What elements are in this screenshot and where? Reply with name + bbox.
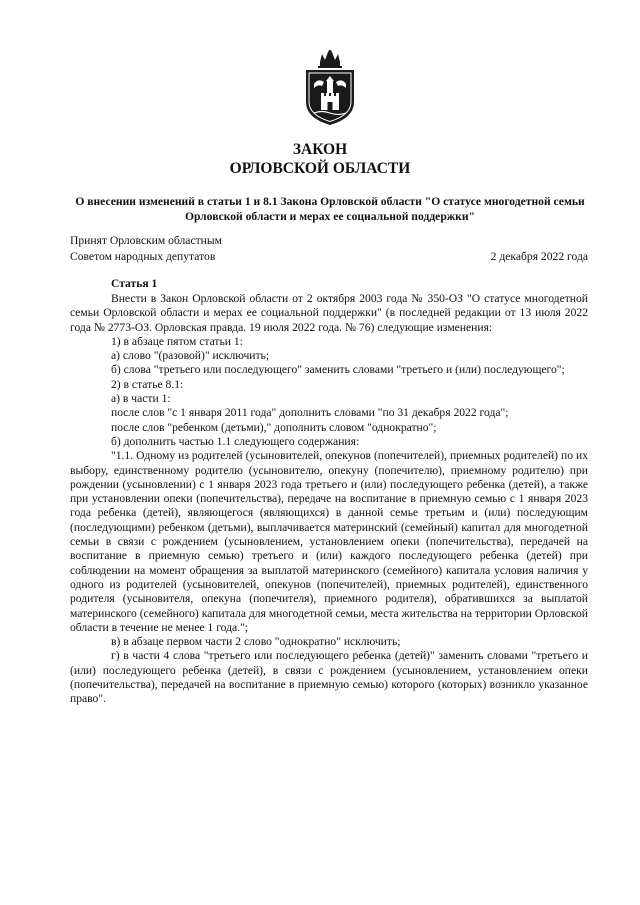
adoption-body — [70, 233, 222, 264]
paragraph: б) дополнить частью 1.1 следующего содержания: — [111, 434, 360, 448]
paragraph: а) слово "(разовой)" исключить; — [111, 349, 270, 363]
coat-of-arms — [300, 50, 360, 126]
law-subtitle: О внесении изменений в статьи 1 и 8.1 Закона Орловской области "О статусе многодетной семьи Орловской области и мерах ее социальной поддержки" — [75, 195, 585, 223]
paragraph: г) в части 4 слова "третьего или последующего ребенка (детей)" заменить словами "третьего и (или) последующего ребенка (детей), в связи с рождением (усыновлением, установлением опеки (попечительства), передачей на воспитание в приемную семью) которого (которых) возникло указанное право". — [70, 649, 588, 706]
paragraph: б) слова "третьего или последующего" заменить словами "третьего и (или) последующего"; — [111, 363, 565, 377]
paragraph: после слов "с 1 января 2011 года" дополнить словами "по 31 декабря 2022 года"; — [111, 406, 509, 420]
adoption-line-2: Советом народных депутатов — [70, 249, 216, 263]
paragraph: после слов "ребенком (детьми)," дополнить словом "однократно"; — [111, 420, 437, 434]
article-heading: Статья 1 — [111, 277, 158, 290]
paragraph: в) в абзаце первом части 2 слово "однократно" исключить; — [111, 635, 401, 649]
paragraph: Внести в Закон Орловской области от 2 октября 2003 года № 350-ОЗ "О статусе многодетной семьи Орловской области и мерах ее социальной поддержки" (в последней редакции от 13 июля 2022 года № 2773-ОЗ. Орловская правда. 19 июля 2022 года. № 76) следующие изменения: — [70, 292, 588, 334]
article-body — [70, 292, 588, 707]
document-type-title: ЗАКОН — [292, 141, 348, 158]
paragraph: а) в части 1: — [111, 392, 171, 406]
paragraph: 1) в абзаце пятом статьи 1: — [111, 334, 243, 348]
region-title: ОРЛОВСКОЙ ОБЛАСТИ — [229, 160, 411, 177]
adoption-date: 2 декабря 2022 года — [490, 250, 588, 263]
orel-oblast-coat-of-arms-icon — [300, 50, 360, 126]
paragraph: 2) в статье 8.1: — [111, 377, 184, 391]
adoption-line-1: Принят Орловским областным — [70, 234, 222, 247]
paragraph-quoted-part-1-1: "1.1. Одному из родителей (усыновителей, опекунов (попечителей), приемных родителей) по их выбору, единственному родителю (усыновителю, опекуну (попечителю), приемному родителю) при рождении (усыновлении) с 1 января 2023 года третьего и (или) последующего ребенка (детей), а также при установлении опеки (попечительства), передаче на воспитание в приемную семью с 1 января 2023 года ребенка (детей), являющегося (являющихся) в данной семье третьим и (или) последующим (последующими) ребенком (детьми), выплачивается материнский (семейный) капитал для многодетной семьи в связи с рождением (усыновлением, установлением опеки (попечительства), передачей на воспитание в приемную семью) третьего и (или) каждого последующего ребенка (детей) при соблюдении на момент обращения за выплатой материнского (семейного) капитала условия наличия у одного из родителей (усыновителей, опекунов (попечителей), приемных родителей), единственного родителя (усыновителя, опекуна (попечителя), приемного родителя), обратившихся за выплатой материнского (семейного) капитала для многодетной семьи, места жительства на территории Орловской области в течение не менее 1 года."; — [70, 449, 588, 634]
